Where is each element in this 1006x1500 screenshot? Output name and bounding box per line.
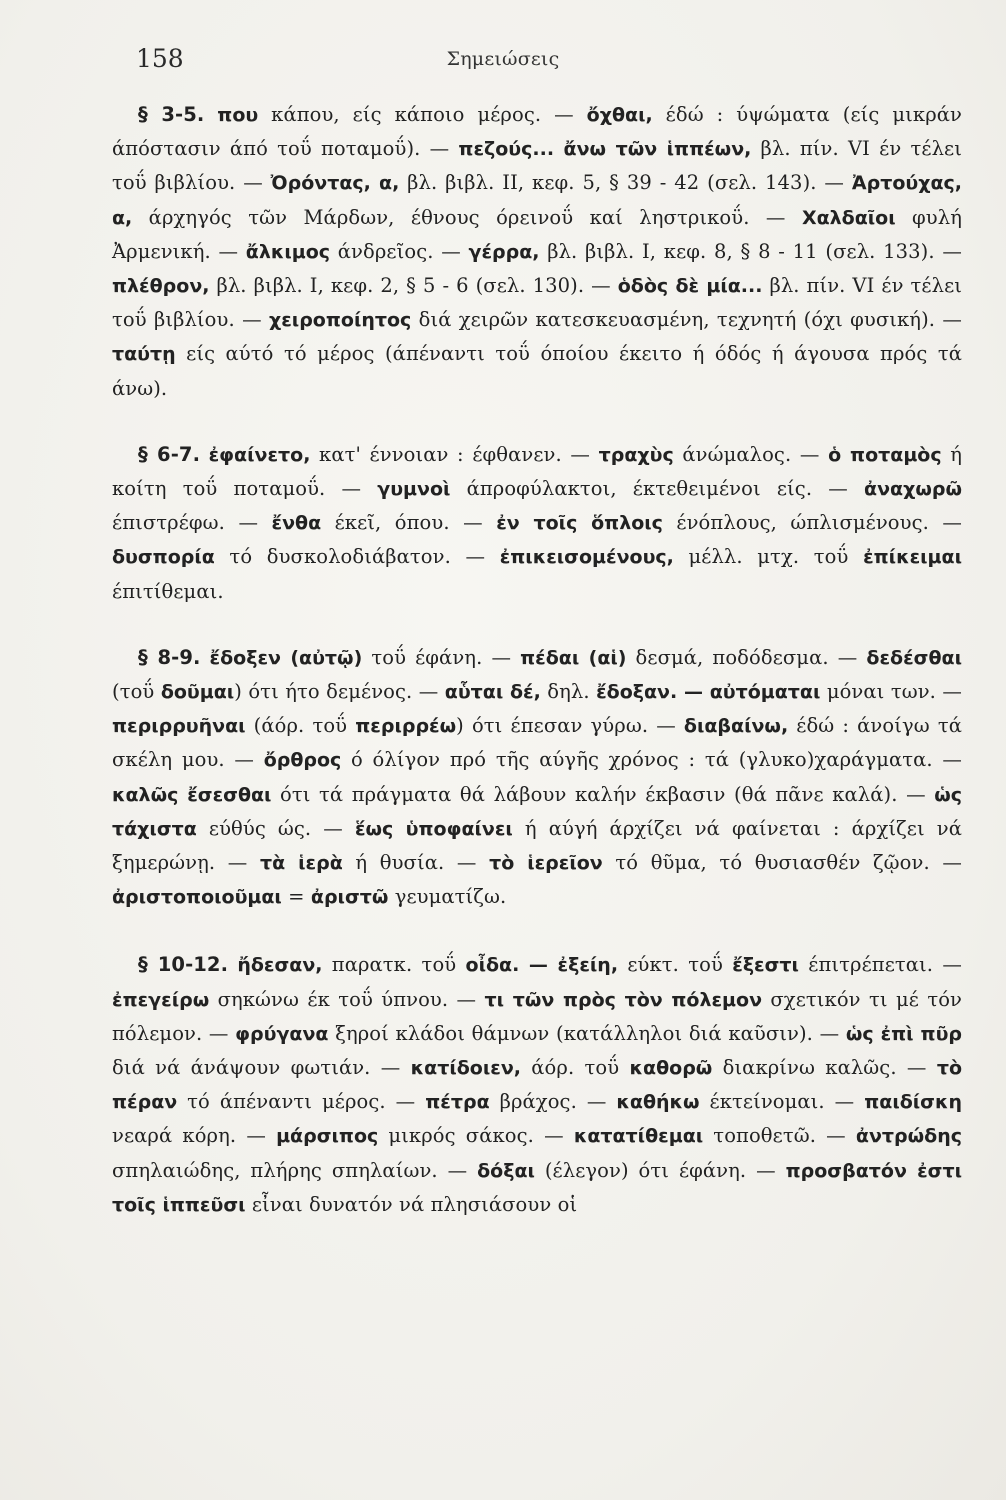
gloss-text: βλ. πίν. VI έν τέλει τοΰ βιβλίου. — [112, 137, 962, 195]
lemma-term: γυμνοὶ [377, 478, 451, 501]
lemma-term: ἐφαίνετο, [208, 443, 311, 466]
gloss-text: έπιτρέπεται. — [798, 953, 962, 977]
lemma-term: χειροποίητος [268, 309, 412, 332]
gloss-text: έδώ : άνοίγω τά σκέλη μου. — [112, 714, 962, 772]
gloss-text: ό όλίγον πρό τῆς αύγῆς χρόνος : τά (γλυκο)χαράγματα. — [341, 748, 962, 772]
gloss-text: ) ότι ήτο δεμένος. — [234, 680, 445, 704]
gloss-text: άνδρεῖος. — [330, 239, 469, 263]
lemma-term: Ἀρτούχας, α, [112, 172, 963, 229]
gloss-text: εύθύς ώς. — [196, 816, 355, 840]
lemma-term: ὡς ἐπὶ πῦρ [845, 1022, 963, 1045]
lemma-term: δοῦμαι [160, 681, 235, 704]
gloss-text: ) ότι έπεσαν γύρω. — [456, 714, 684, 738]
lemma-term: καθορῶ [629, 1057, 713, 1080]
lemma-term: καλῶς ἔσεσθαι [112, 783, 272, 806]
gloss-text: μέλλ. μτχ. τοΰ [673, 545, 864, 569]
gloss-text: μόναι των. — [820, 680, 963, 704]
section-number: § 10-12. [138, 953, 229, 977]
gloss-text: τό άπέναντι μέρος. — [177, 1090, 426, 1114]
lemma-term: ἔνθα [271, 512, 322, 535]
lemma-term: ὄρθρος [263, 749, 342, 772]
lemma-term: ἀριστῶ [310, 886, 389, 909]
notes-body [112, 98, 962, 1249]
gloss-text: διά νά άνάψουν φωτιάν. — [112, 1056, 411, 1080]
gloss-text: έπιτίθεμαι. [112, 579, 224, 603]
page-header [0, 44, 1006, 84]
running-head: Σημειώσεις [446, 48, 560, 70]
lemma-term: ὡς τάχιστα [112, 783, 962, 840]
gloss-text: (έλεγον) ότι έφάνη. — [534, 1158, 786, 1182]
section-number: § 3-5. [138, 103, 205, 126]
gloss-text: έκτείνομαι. — [699, 1090, 865, 1114]
lemma-term: ὄχθαι, [586, 104, 653, 126]
gloss-text: βλ. βιβλ. I, κεφ. 8, § 8 - 11 (σελ. 133). — [539, 239, 962, 263]
lemma-term: ἔδοξαν. — αὐτόμαται [596, 681, 821, 704]
gloss-text: δεσμά, ποδόδεσμα. — [626, 645, 867, 669]
lemma-term: πλέθρον, [112, 275, 210, 298]
gloss-text: τό δυσκολοδιάβατον. — [214, 545, 500, 569]
lemma-term: Χαλδαῖοι [801, 206, 896, 229]
gloss-text: μικρός σάκος. — [378, 1124, 574, 1148]
lemma-term: ἕως ὑποφαίνει [354, 817, 513, 840]
note-paragraph [112, 98, 962, 405]
gloss-text: ή θυσία. — [342, 851, 490, 875]
lemma-term: διαβαίνω, [683, 715, 789, 738]
lemma-term: κατατίθεμαι [573, 1125, 704, 1148]
gloss-text: τοΰ έφάνη. — [362, 645, 521, 669]
gloss-text: εύκτ. τοΰ [618, 953, 733, 977]
gloss-text: (άόρ. τοΰ [245, 714, 356, 738]
lemma-term: ἐπίκειμαι [863, 546, 962, 569]
gloss-text: γευματίζω. [388, 885, 507, 909]
page-number: 158 [136, 44, 184, 73]
gloss-text: ότι τά πράγματα θά λάβουν καλήν έκβασιν (θά πᾶνε καλά). — [271, 782, 935, 806]
lemma-term: μάρσιπος [276, 1125, 379, 1148]
gloss-text: έπιστρέφω. — [112, 511, 272, 535]
lemma-term: που [217, 104, 259, 126]
gloss-text: βλ. πίν. VI έν τέλει τοΰ βιβλίου. — [112, 274, 963, 332]
lemma-term: ταύτῃ [112, 343, 176, 366]
gloss-text: διακρίνω καλῶς. — [712, 1056, 937, 1080]
lemma-term: τι τῶν πρὸς τὸν πόλεμον [484, 988, 763, 1011]
lemma-term: ἀναχωρῶ [864, 478, 962, 501]
gloss-text: κατ' έννοιαν : έφθανεν. — [310, 442, 599, 466]
lemma-term: ὁδὸς δὲ μία... [617, 275, 763, 298]
note-paragraph [112, 641, 962, 915]
gloss-text: έδώ : ύψώματα (είς μικράν άπόστασιν άπό τοΰ ποταμοΰ). — [112, 103, 962, 161]
lemma-term: ἄλκιμος [245, 240, 331, 263]
lemma-term: οἶδα. — ἐξείη, [465, 954, 619, 977]
gloss-text: βράχος. — [489, 1090, 617, 1114]
gloss-text: βλ. βιβλ. II, κεφ. 5, § 39 - 42 (σελ. 143). — [399, 171, 852, 195]
gloss-text: έκεῖ, όπου. — [321, 511, 497, 535]
note-paragraph [112, 948, 962, 1222]
lemma-term: ἀντρώδης [855, 1125, 962, 1148]
lemma-term: πέτρα [425, 1091, 490, 1114]
gloss-text: τό θῦμα, τό θυσιασθέν ζῷον. — [602, 851, 962, 875]
lemma-term: ἐπεγείρω [112, 988, 210, 1011]
gloss-text: φυλή Ἀρμενική. — [112, 205, 962, 263]
lemma-term: ἀριστοποιοῦμαι [112, 886, 282, 909]
lemma-term: πεζούς... ἄνω τῶν ἱππέων, [458, 138, 752, 161]
lemma-term: τὸ ἱερεῖον [489, 852, 603, 875]
lemma-term: περιρρυῆναι [112, 715, 246, 738]
gloss-text: δηλ. [540, 680, 597, 704]
lemma-term: ὁ ποταμὸς [828, 443, 942, 466]
lemma-term: δεδέσθαι [866, 646, 962, 669]
section-number: § 8-9. [138, 645, 201, 669]
gloss-text: σηκώνω έκ τοΰ ύπνου. — [209, 987, 485, 1011]
gloss-text: άόρ. τοΰ [521, 1056, 630, 1080]
gloss-text: ή κοίτη τοΰ ποταμοΰ. — [112, 442, 963, 501]
lemma-term: γέρρα, [468, 240, 540, 263]
section-number: § 6-7. [138, 442, 201, 466]
gloss-text: = [281, 885, 311, 909]
gloss-text: είς αύτό τό μέρος (άπέναντι τοΰ όποίου έκειτο ή όδός ή άγουσα πρός τά άνω). [112, 342, 962, 400]
lemma-term: Ὀρόντας, α, [270, 172, 400, 195]
lemma-term: αὗται δέ, [444, 681, 541, 704]
note-paragraph [112, 438, 962, 608]
lemma-term: ἐπικεισομένους, [499, 546, 674, 569]
lemma-term: δυσπορία [112, 546, 215, 569]
lemma-term: παιδίσκη [864, 1091, 962, 1114]
gloss-text: ξηροί κλάδοι θάμνων (κατάλληλοι διά καῦσιν). — [328, 1021, 846, 1045]
gloss-text: ή αύγή άρχίζει νά φαίνεται : άρχίζει νά ξημερώνῃ. — [112, 816, 963, 875]
gloss-text: εἶναι δυνατόν νά πλησιάσουν οἱ [245, 1192, 578, 1216]
lemma-term: περιρρέω [355, 715, 457, 738]
gloss-text: σχετικόν τι μέ τόν πόλεμον. — [112, 987, 962, 1045]
lemma-term: ἔδοξεν (αὐτῷ) [209, 646, 363, 669]
gloss-text: βλ. βιβλ. I, κεφ. 2, § 5 - 6 (σελ. 130). — [209, 274, 618, 298]
gloss-text: σπηλαιώδης, πλήρης σπηλαίων. — [112, 1158, 478, 1182]
gloss-text: διά χειρῶν κατεσκευασμένη, τεχνητή (όχι φυσική). — [411, 308, 962, 332]
gloss-text: άρχηγός τῶν Μάρδων, έθνους όρεινοΰ καί ληστρικοΰ. — [132, 205, 802, 229]
gloss-text: παρατκ. τοΰ [322, 953, 466, 977]
lemma-term: τραχὺς [598, 443, 674, 466]
lemma-term: δόξαι [477, 1159, 535, 1182]
gloss-text: κάπου, είς κάποιο μέρος. — [258, 103, 587, 126]
gloss-text: (τοΰ [112, 680, 161, 704]
gloss-text: ένόπλους, ώπλισμένους. — [662, 511, 962, 535]
lemma-term: ἐν τοῖς ὅπλοις [496, 512, 663, 535]
gloss-text: τοποθετῶ. — [703, 1124, 856, 1148]
gloss-text: άνώμαλος. — [673, 442, 829, 466]
lemma-term: προσβατόν ἐστι τοῖς ἱππεῦσι [112, 1159, 963, 1216]
lemma-term: κατίδοιεν, [410, 1057, 521, 1080]
lemma-term: καθήκω [616, 1091, 700, 1114]
lemma-term: τὸ πέραν [112, 1057, 962, 1114]
lemma-term: τὰ ἱερὰ [260, 852, 343, 875]
lemma-term: ἔξεστι [732, 954, 799, 977]
lemma-term: πέδαι (αἱ) [520, 646, 627, 669]
gloss-text: νεαρά κόρη. — [112, 1124, 277, 1148]
gloss-text: άπροφύλακτοι, έκτεθειμένοι είς. — [450, 477, 865, 501]
lemma-term: ἤδεσαν, [237, 954, 323, 977]
lemma-term: φρύγανα [235, 1022, 329, 1045]
